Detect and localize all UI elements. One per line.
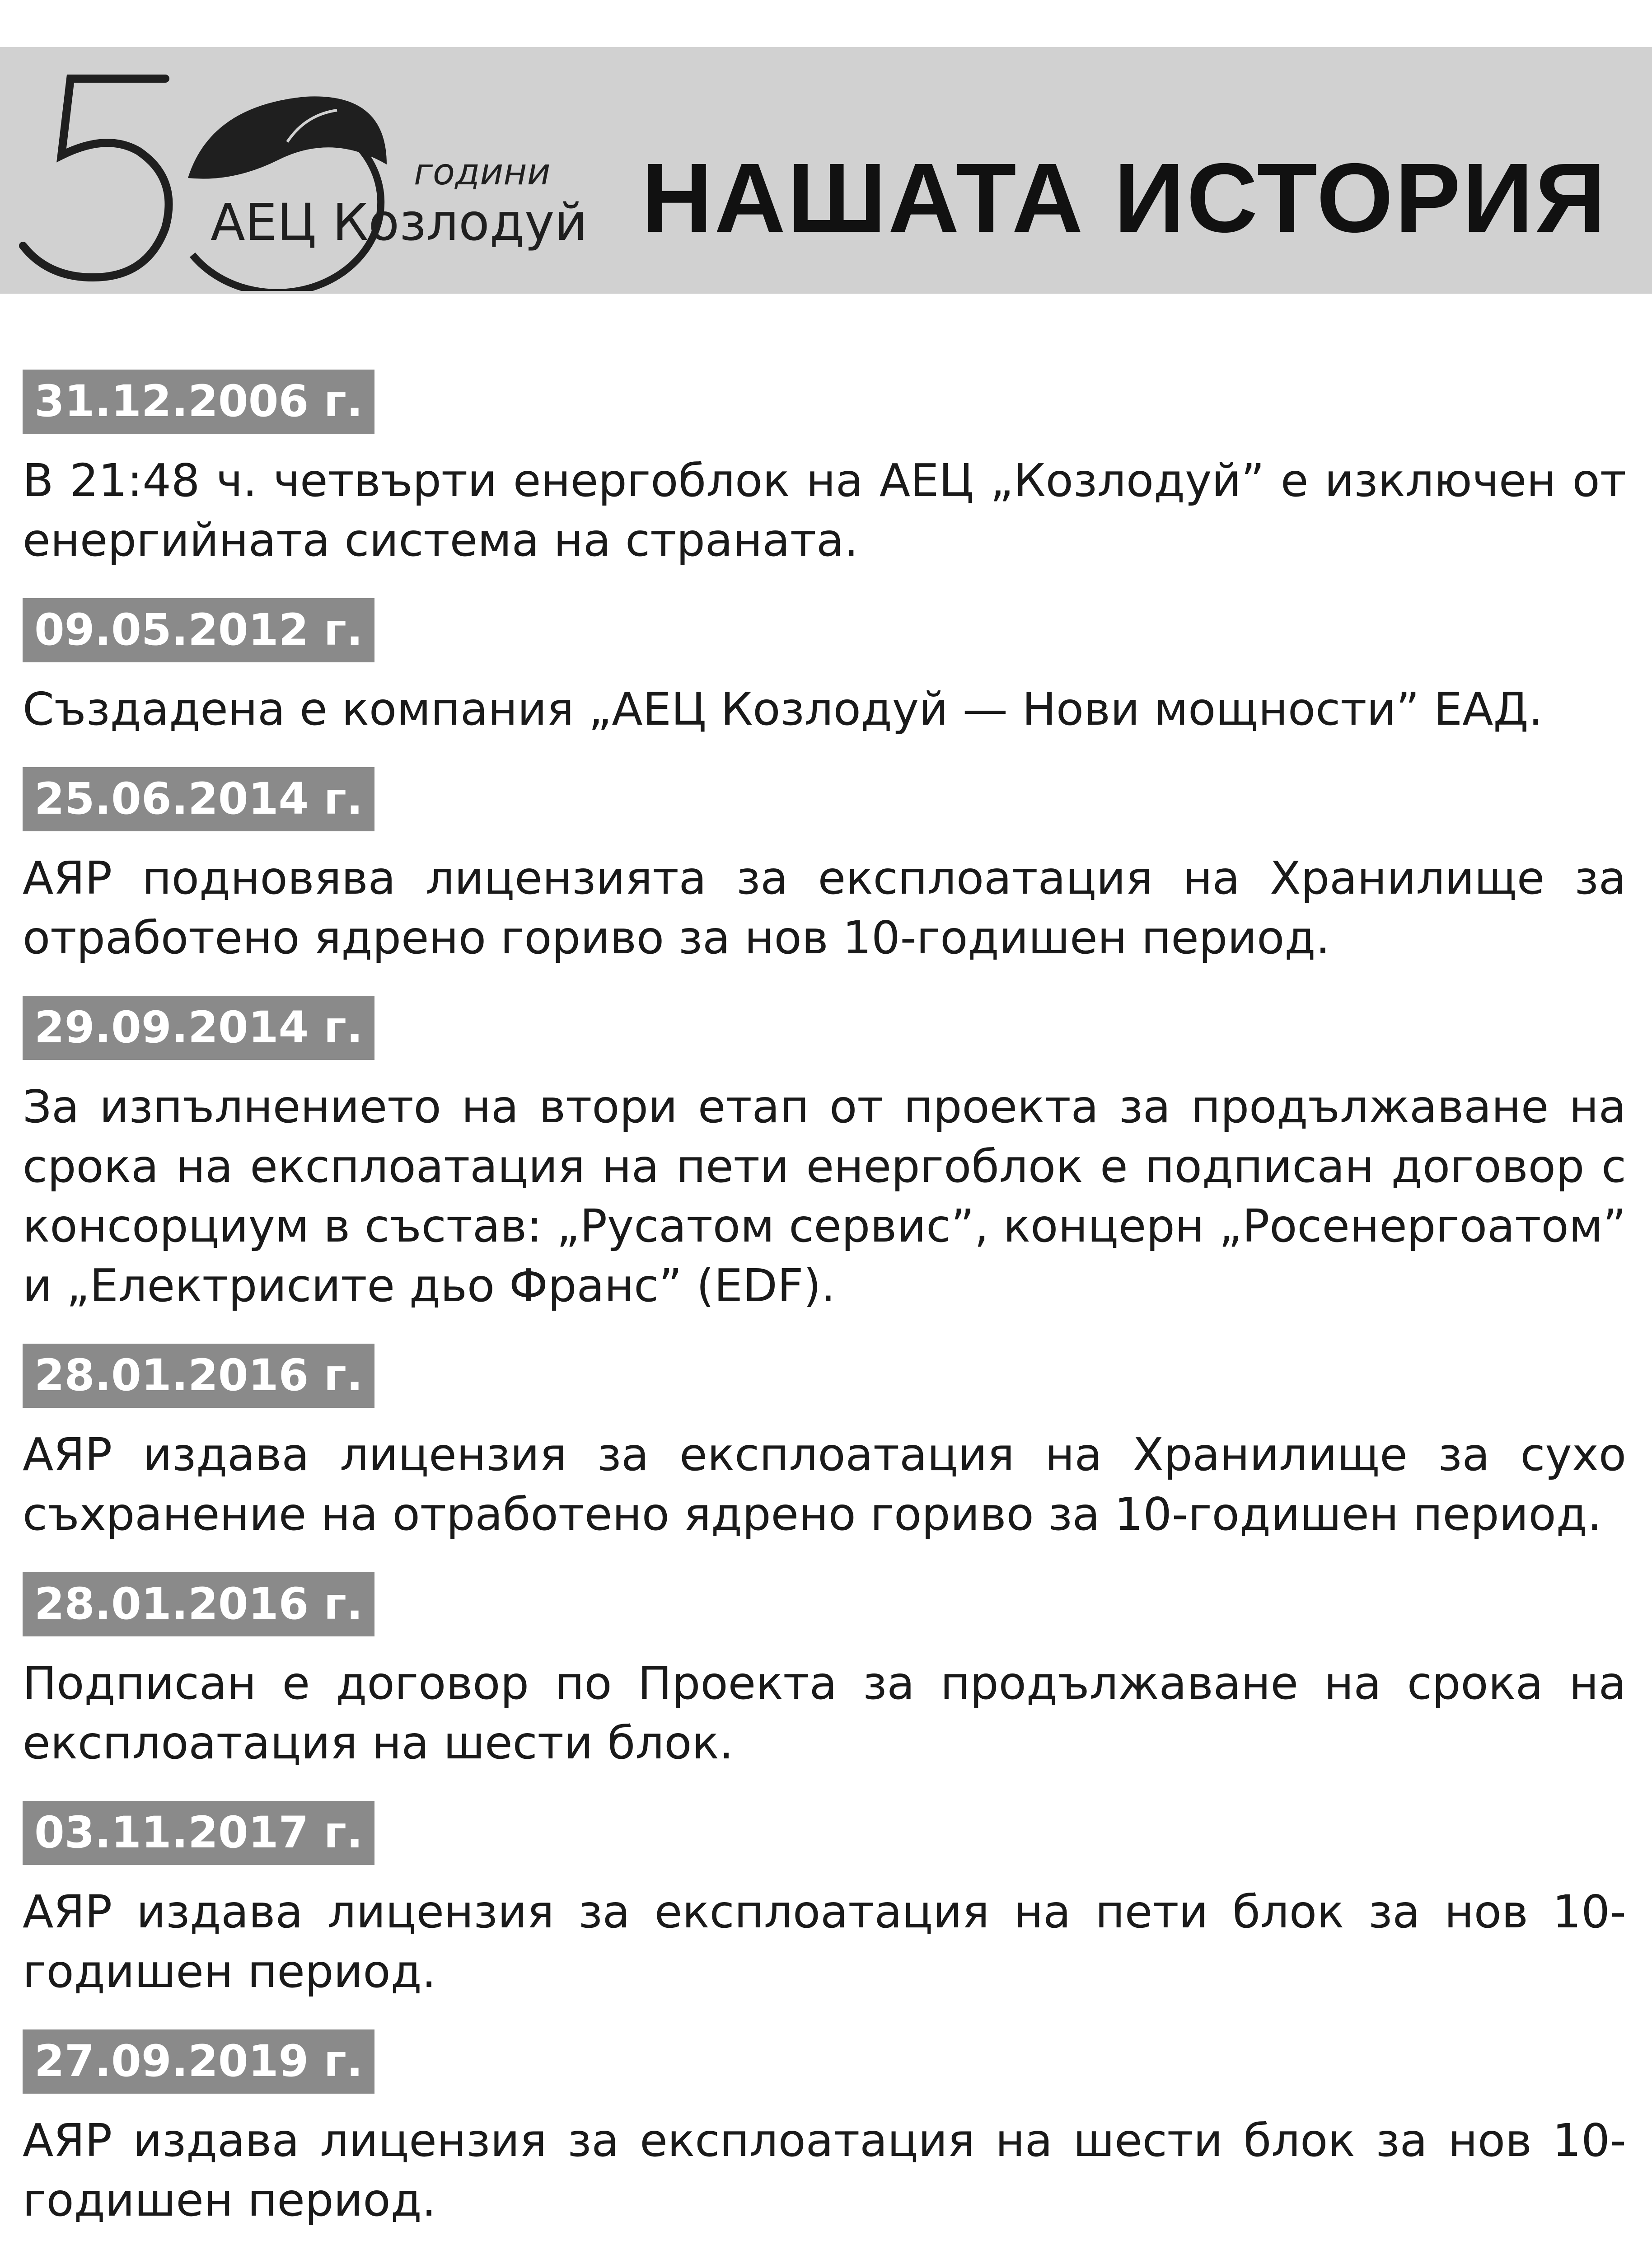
timeline-entry <box>23 996 1626 1316</box>
timeline-entry <box>23 598 1626 739</box>
timeline-entry <box>23 1801 1626 2001</box>
entry-text: АЯР издава лицензия за експлоатация на шести блок за нов 10-годишен период. <box>23 2114 1626 2226</box>
timeline-entry <box>23 370 1626 570</box>
logo-name-text: АЕЦ Козлодуй <box>211 193 588 252</box>
entry-text: АЯР подновява лицензията за експлоатация на Хранилище за отработено ядрено гориво за нов 10-годишен период. <box>23 852 1626 964</box>
header-banner <box>0 47 1652 294</box>
entry-text: Създадена е компания „АЕЦ Козлодуй — Нови мощности” ЕАД. <box>23 683 1543 736</box>
entry-date-badge: 31.12.2006 г. <box>23 370 374 434</box>
entry-text: За изпълнението на втори етап от проекта за продължаване на срока на експлоатация на пети енергоблок е подписан договор с консорциум в състав: „Русатом сервис”, концерн „Росенергоатом” и „Електрисите дьо Франс” (EDF). <box>23 1080 1626 1312</box>
timeline-entry <box>23 767 1626 968</box>
timeline <box>23 370 1626 2258</box>
timeline-entry <box>23 1572 1626 1773</box>
entry-date-badge: 09.05.2012 г. <box>23 598 374 662</box>
timeline-entry <box>23 1344 1626 1544</box>
timeline-entry <box>23 2029 1626 2230</box>
entry-date-badge: 28.01.2016 г. <box>23 1344 374 1408</box>
entry-text: АЯР издава лицензия за експлоатация на Хранилище за сухо съхранение на отработено ядрено гориво за 10-годишен период. <box>23 1428 1626 1541</box>
entry-date-badge: 03.11.2017 г. <box>23 1801 374 1865</box>
logo-years-text: години <box>414 151 551 193</box>
entry-text: В 21:48 ч. четвърти енергоблок на АЕЦ „Козлодуй” е изключен от енергийната система на страната. <box>23 454 1626 567</box>
entry-text: Подписан е договор по Проекта за продължаване на срока на експлоатация на шести блок. <box>23 1657 1626 1769</box>
entry-date-badge: 25.06.2014 г. <box>23 767 374 831</box>
entry-text: АЯР издава лицензия за експлоатация на пети блок за нов 10-годишен период. <box>23 1885 1626 1998</box>
entry-date-badge: 27.09.2019 г. <box>23 2029 374 2094</box>
entry-date-badge: 29.09.2014 г. <box>23 996 374 1060</box>
entry-date-badge: 28.01.2016 г. <box>23 1572 374 1636</box>
page-title: НАШАТА ИСТОРИЯ <box>641 143 1608 253</box>
logo-50-years <box>16 65 604 291</box>
